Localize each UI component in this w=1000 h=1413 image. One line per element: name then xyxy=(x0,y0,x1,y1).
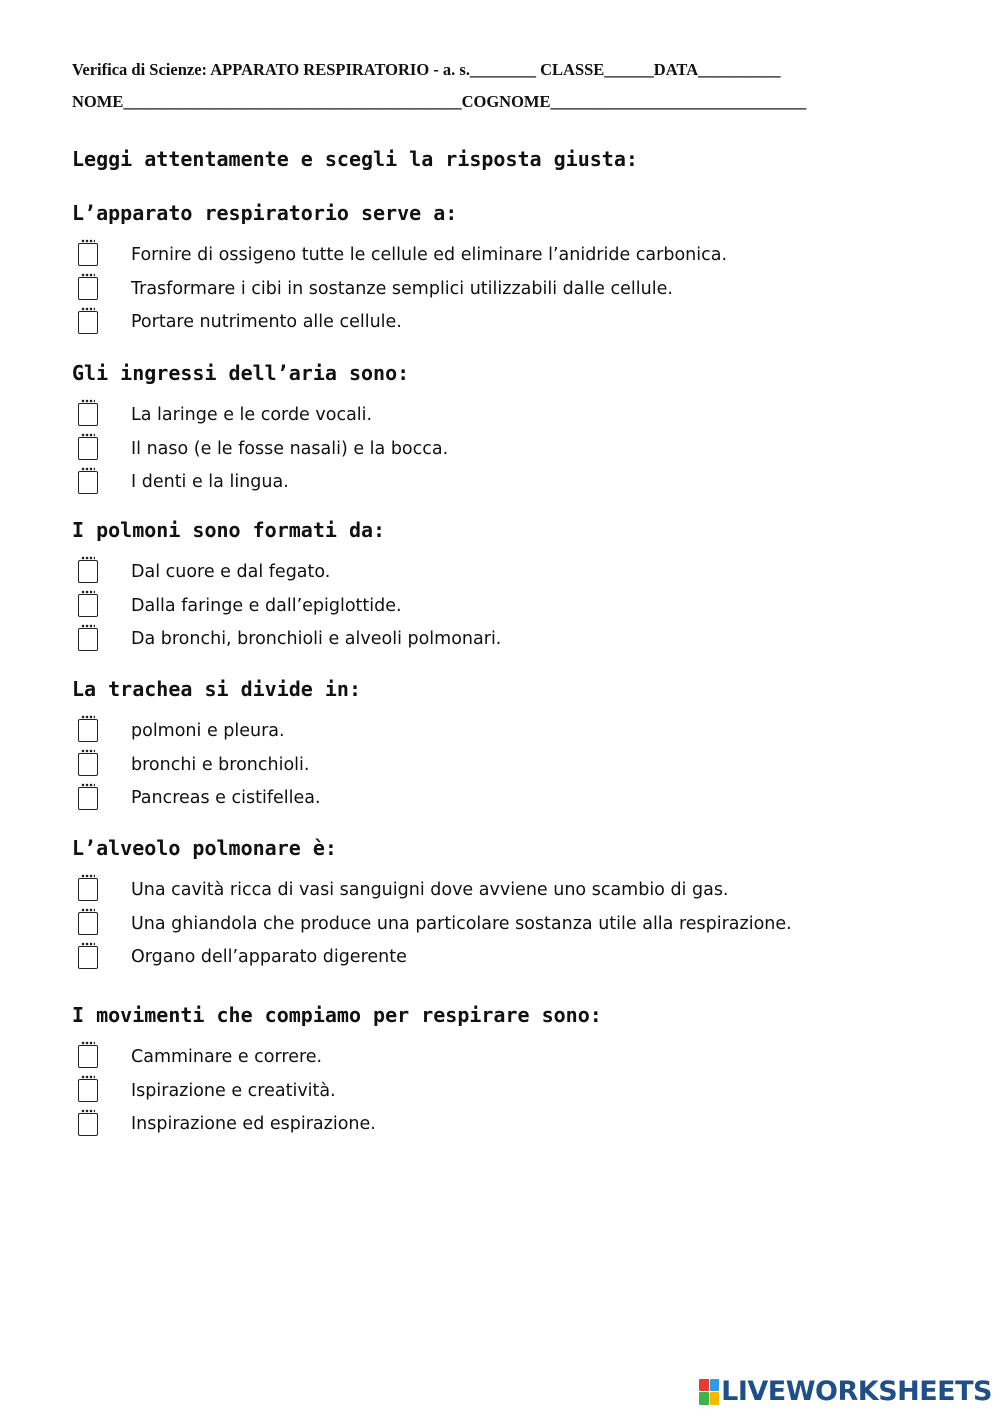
answer-option-text: Camminare e correre. xyxy=(131,1046,323,1067)
answer-option[interactable] xyxy=(72,781,972,815)
answer-checkbox[interactable] xyxy=(78,311,98,334)
answer-option[interactable] xyxy=(72,873,972,907)
answer-option-text: La laringe e le corde vocali. xyxy=(131,404,373,425)
answer-option[interactable] xyxy=(72,272,972,306)
answer-option[interactable] xyxy=(72,1074,972,1108)
answer-option-text: I denti e la lingua. xyxy=(131,472,289,493)
answer-checkbox[interactable] xyxy=(78,628,98,651)
answer-option[interactable] xyxy=(72,238,972,272)
answer-option-text: Inspirazione ed espirazione. xyxy=(131,1114,376,1135)
answer-option-text: Organo dell’apparato digerente xyxy=(131,947,407,968)
answer-checkbox[interactable] xyxy=(78,560,98,583)
answer-option-text: Dalla faringe e dall’epiglottide. xyxy=(131,595,402,616)
answer-checkbox[interactable] xyxy=(78,946,98,969)
answer-option-text: bronchi e bronchioli. xyxy=(131,754,310,775)
question-title: Gli ingressi dell’aria sono: xyxy=(72,361,410,385)
question-4 xyxy=(72,676,972,815)
answer-checkbox[interactable] xyxy=(78,719,98,742)
answer-option[interactable] xyxy=(72,940,972,974)
answer-option-text: polmoni e pleura. xyxy=(131,720,285,741)
answer-checkbox[interactable] xyxy=(78,1079,98,1102)
answer-checkbox[interactable] xyxy=(78,1113,98,1136)
answer-option[interactable] xyxy=(72,622,972,656)
answer-checkbox[interactable] xyxy=(78,912,98,935)
answer-checkbox[interactable] xyxy=(78,403,98,426)
answer-option[interactable] xyxy=(72,714,972,748)
answer-checkbox[interactable] xyxy=(78,753,98,776)
answer-checkbox[interactable] xyxy=(78,471,98,494)
answer-option[interactable] xyxy=(72,589,972,623)
header-line-name: NOME_________________________________________COGNOME_______________________________ xyxy=(72,92,807,111)
answer-option-text: Ispirazione e creatività. xyxy=(131,1080,336,1101)
question-5 xyxy=(72,835,972,974)
question-title: I movimenti che compiamo per respirare sono: xyxy=(72,1003,602,1027)
answer-option-text: Una ghiandola che produce una particolare sostanza utile alla respirazione. xyxy=(131,913,792,934)
question-title: La trachea si divide in: xyxy=(72,677,361,701)
answer-option-text: Il naso (e le fosse nasali) e la bocca. xyxy=(131,438,449,459)
answer-option[interactable] xyxy=(72,1107,972,1141)
question-6 xyxy=(72,1002,972,1141)
answer-option[interactable] xyxy=(72,1040,972,1074)
answer-checkbox[interactable] xyxy=(78,787,98,810)
answer-option-text: Pancreas e cistifellea. xyxy=(131,788,321,809)
question-title: I polmoni sono formati da: xyxy=(72,518,386,542)
answer-option[interactable] xyxy=(72,748,972,782)
answer-checkbox[interactable] xyxy=(78,243,98,266)
answer-option-text: Portare nutrimento alle cellule. xyxy=(131,312,402,333)
question-title: L’apparato respiratorio serve a: xyxy=(72,201,458,225)
answer-option[interactable] xyxy=(72,305,972,339)
answer-option-text: Da bronchi, bronchioli e alveoli polmonari. xyxy=(131,629,502,650)
question-1 xyxy=(72,200,972,339)
answer-checkbox[interactable] xyxy=(78,594,98,617)
watermark-text: LIVEWORKSHEETS xyxy=(721,1376,992,1407)
answer-checkbox[interactable] xyxy=(78,878,98,901)
answer-checkbox[interactable] xyxy=(78,1045,98,1068)
answer-option[interactable] xyxy=(72,465,972,499)
question-3 xyxy=(72,517,972,656)
answer-checkbox[interactable] xyxy=(78,277,98,300)
question-title: L’alveolo polmonare è: xyxy=(72,836,337,860)
liveworksheets-logo-icon xyxy=(699,1379,719,1405)
answer-option-text: Trasformare i cibi in sostanze semplici utilizzabili dalle cellule. xyxy=(131,278,673,299)
answer-checkbox[interactable] xyxy=(78,437,98,460)
answer-option[interactable] xyxy=(72,555,972,589)
answer-option[interactable] xyxy=(72,907,972,941)
answer-option[interactable] xyxy=(72,432,972,466)
instruction-text: Leggi attentamente e scegli la risposta giusta: xyxy=(72,147,638,171)
header-line-class-info: Verifica di Scienze: APPARATO RESPIRATORIO - a. s.________ CLASSE______DATA__________ xyxy=(72,60,781,79)
answer-option-text: Fornire di ossigeno tutte le cellule ed eliminare l’anidride carbonica. xyxy=(131,244,728,265)
liveworksheets-watermark xyxy=(699,1376,992,1407)
answer-option[interactable] xyxy=(72,398,972,432)
answer-option-text: Dal cuore e dal fegato. xyxy=(131,561,331,582)
question-2 xyxy=(72,360,972,499)
answer-option-text: Una cavità ricca di vasi sanguigni dove avviene uno scambio di gas. xyxy=(131,879,729,900)
